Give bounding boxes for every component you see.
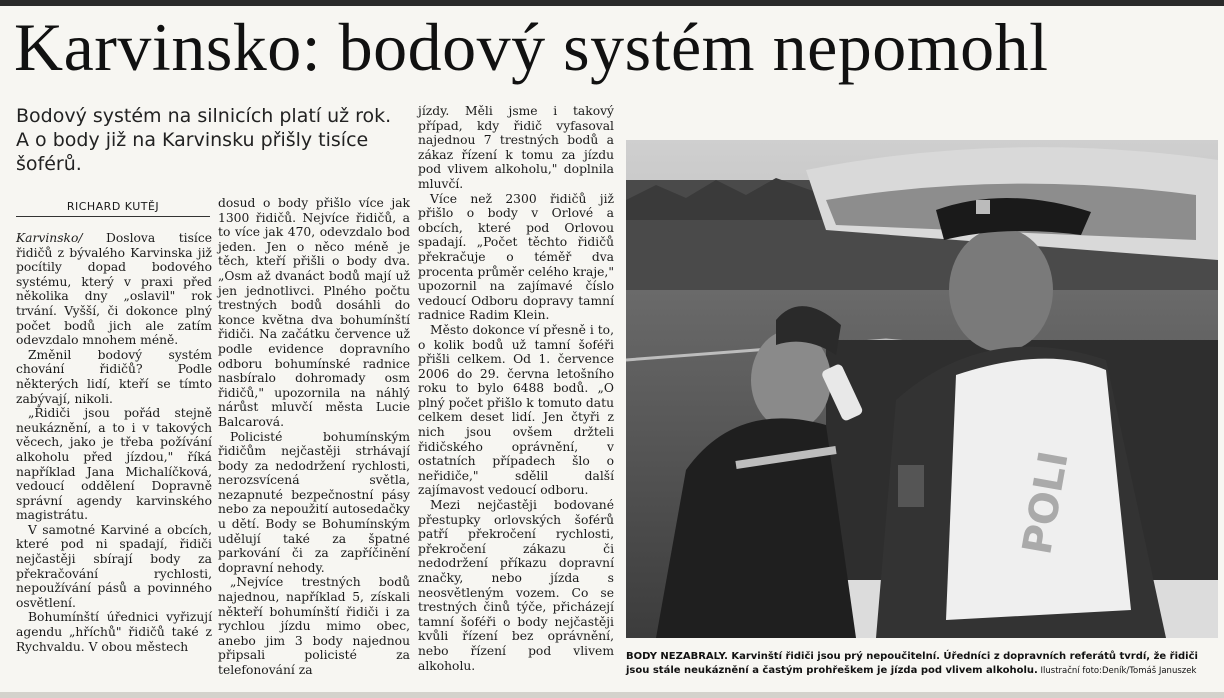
- article-photo: [626, 140, 1218, 638]
- article-lead: Bodový systém na silnicích platí už rok. A o body již na Karvinsku přišly tisíce šoférů.: [16, 105, 392, 175]
- paragraph: Změnil bodový systém chování řidičů? Podle některých lidí, kteří se tímto zabývají, nikoli.: [16, 347, 212, 406]
- paragraph: Bohumínští úřednici vyřizují agendu „hříchů" řidičů také z Rychvaldu. V obou městech: [16, 610, 212, 654]
- caption-heading: BODY NEZABRALY.: [626, 651, 728, 662]
- paragraph: Město dokonce ví přesně i to, o kolik bodů už tamní šoféři přišli celkem. Od 1. července 2006 do 29. června letošního roku to bylo 6488 bodů. „O plný počet přišlo k tomuto datu celkem deset lidí. Jen čtyři z nich jsou ovšem držteli řidičského oprávnění, v ostatních případech šlo o neřidiče," sdělil další zajímavost vedoucí odboru.: [418, 322, 614, 498]
- paragraph: dosud o body přišlo více jak 1300 řidičů. Nejvíce řidičů, a to více jak 470, odevzdalo bod jeden. Jen o něco méně je těch, kteří přišli o body dva. „Osm až dvanáct bodů mají už jen jednotlivci. Plného počtu trestných bodů dosáhli do konce května dva bohumínští řidiči. Na začátku července už podle evidence dopravního odboru bohumínské radnice nasbíralo dohromady osm řidičů," upozornila na náhlý nárůst mluvčí města Lucie Balcarová.: [218, 196, 410, 429]
- paragraph-text: Doslova tisíce řidičů z bývalého Karvinska již pocítily dopad bodového systému, který v praxi před několika dny „oslavil" rok trvání. Vyšší, či dokonce plný počet bodů jich ale zatím odevzdalo mnohem méně.: [16, 231, 212, 348]
- caption-credit: Ilustrační foto:Deník/Tomáš Januszek: [1037, 666, 1197, 676]
- dateline-location: Karvinsko/: [16, 231, 83, 245]
- paragraph: Policisté bohumínským řidičům nejčastěji strhávají body za nedodržení rychlosti, nerozsvícená světla, nezapnuté bezpečnostní pásy nebo za nepoužití autosedačky u dětí. Body se Bohumínským udělují také za špatné parkování či za zapříčinění dopravní nehody.: [218, 429, 410, 575]
- paragraph: Více než 2300 řidičů již přišlo o body v Orlové a obcích, které pod Orlovou spadají. „Počet těchto řidičů překračuje o téměř dva procenta průměr celého kraje," upozornil na zajímavé číslo vedoucí Odboru dopravy tamní radnice Radim Klein.: [418, 191, 614, 323]
- paragraph: Mezi nejčastěji bodované přestupky orlovských šoférů patří překročení rychlosti, překročení zákazu či nedodržení příkazu dopravní značky, nebo jízda s neosvětleným vozem. Co se trestných činů týče, přicházejí tamní šoféři o body nejčastěji kvůli řízení bez oprávnění, nebo řízení pod vlivem alkoholu.: [418, 498, 614, 673]
- bottom-rule: [0, 692, 1224, 698]
- article-headline: Karvinsko: bodový systém nepomohl: [14, 9, 1049, 85]
- officer-patch: [898, 465, 924, 507]
- paragraph: „Nejvíce trestných bodů najednou, například 5, získali někteří bohumínští řidiči i za rychlou jízdu mimo obec, anebo jim 3 body najednou připsali policisté za telefonování za: [218, 575, 410, 677]
- photo-caption: [626, 650, 1220, 678]
- article-column-1: [16, 231, 212, 654]
- paragraph: [16, 231, 212, 348]
- article-column-3: [418, 104, 614, 673]
- caption-text: Karvinští řidiči jsou prý nepoučitelní. Úředníci z dopravních referátů tvrdí, že řidiči jsou stále neukáznění a častým prohřeškem je jízda pod vlivem alkoholu.: [626, 651, 1198, 676]
- article-column-2: [218, 196, 410, 678]
- photo-illustration: [626, 140, 1218, 638]
- article-byline: RICHARD KUTĚJ: [16, 200, 210, 217]
- paragraph: V samotné Karviné a obcích, které pod ni spadají, řidiči nejčastěji sbírají body za překračování rychlosti, nepoužívání pásů a povinného osvětlení.: [16, 522, 212, 610]
- paragraph: „Řidiči jsou pořád stejně neukáznění, a to i v takových věcech, jako je třeba požívání alkoholu před jízdou," říká například Jana Michalíčková, vedoucí oddělení Dopravně správní agendy karvinského magistrátu.: [16, 406, 212, 523]
- paragraph: jízdy. Měli jsme i takový případ, kdy řidič vyfasoval najednou 7 trestných bodů a zákaz řízení k tomu za jízdu pod vlivem alkoholu," doplnila mluvčí.: [418, 104, 614, 191]
- top-rule: [0, 0, 1224, 6]
- vest-text: POLI: [1014, 447, 1078, 558]
- officer-head: [949, 228, 1053, 352]
